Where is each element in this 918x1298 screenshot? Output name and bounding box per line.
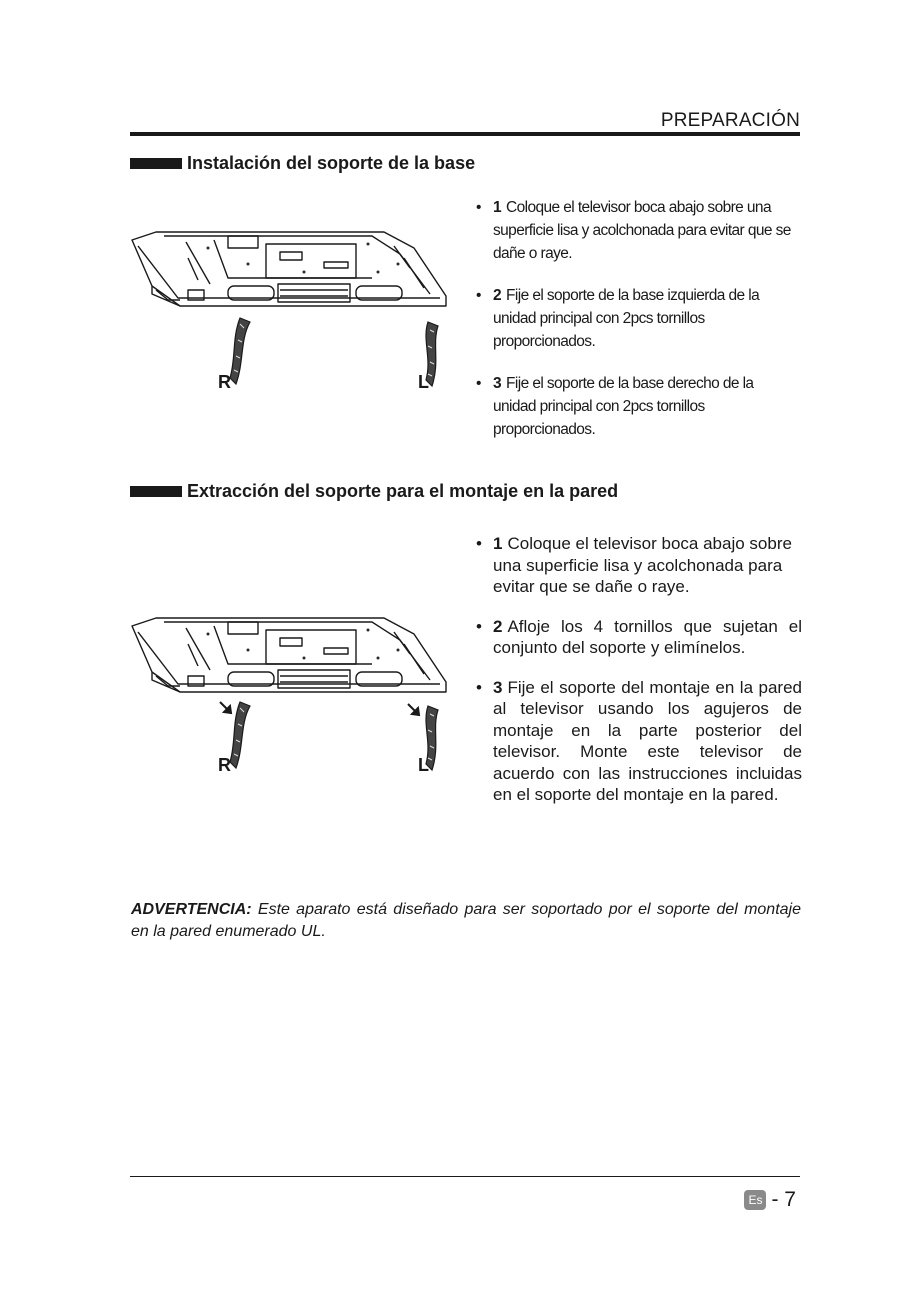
section-heading-wall-mount-removal bbox=[130, 481, 618, 502]
step-number: 3 bbox=[493, 375, 502, 392]
step-text: Afloje los 4 tornillos que sujetan el conjunto del soporte y elimínelos. bbox=[493, 616, 802, 657]
label-right-stand: R bbox=[218, 372, 231, 392]
list-item: • 2 Fije el soporte de la base izquierda de la unidad principal con 2pcs tornillos proporcionados. bbox=[476, 287, 760, 350]
label-left-stand: L bbox=[418, 372, 429, 392]
page-number bbox=[744, 1188, 796, 1212]
header-rule bbox=[130, 132, 800, 136]
step-text: Coloque el televisor boca abajo sobre una superficie lisa y acolchonada para evitar que se dañe o raye. bbox=[493, 199, 791, 262]
step-number: 2 bbox=[493, 287, 502, 304]
step-number: 1 bbox=[493, 534, 503, 553]
warning-label: ADVERTENCIA: bbox=[131, 901, 252, 918]
list-item: • 3 Fije el soporte del montaje en la pared al televisor usando los agujeros de montaje en la parte posterior del televisor. Monte este televisor de acuerdo con las instrucciones incluidas en el soporte del montaje en la pared. bbox=[476, 677, 802, 804]
step-number: 3 bbox=[493, 677, 503, 697]
label-left-stand: L bbox=[418, 755, 429, 775]
step-text: Fije el soporte de la base izquierda de la unidad principal con 2pcs tornillos proporcionados. bbox=[493, 287, 760, 350]
step-number: 1 bbox=[493, 199, 502, 216]
list-item: • 3 Fije el soporte de la base derecho de la unidad principal con 2pcs tornillos proporcionados. bbox=[476, 375, 754, 438]
tv-stand-installation-illustration bbox=[128, 228, 448, 398]
arrow-icon bbox=[220, 702, 231, 713]
page-header-title: PREPARACIÓN bbox=[660, 110, 800, 131]
section-heading-base-installation bbox=[130, 153, 475, 174]
step-text: Fije el soporte de la base derecho de la unidad principal con 2pcs tornillos proporcionados. bbox=[493, 375, 754, 438]
language-badge: Es bbox=[744, 1190, 766, 1210]
warning-note bbox=[131, 899, 801, 943]
list-item: • 2 Afloje los 4 tornillos que sujetan el conjunto del soporte y elimínelos. bbox=[476, 616, 802, 657]
arrow-icon bbox=[408, 704, 419, 715]
page-number-text: - 7 bbox=[771, 1188, 796, 1211]
heading-bar bbox=[130, 486, 182, 497]
section-heading-text: Instalación del soporte de la base bbox=[187, 153, 476, 173]
footer-rule bbox=[130, 1176, 800, 1177]
step-text: Fije el soporte del montaje en la pared al televisor usando los agujeros de montaje en la parte posterior del televisor. Monte este televisor de acuerdo con las instrucciones incluidas en el soporte del montaje en la pared. bbox=[493, 677, 802, 804]
step-text: Coloque el televisor boca abajo sobre una superficie lisa y acolchonada para evitar que se dañe o raye. bbox=[493, 534, 792, 596]
step-number: 2 bbox=[493, 616, 503, 636]
warning-text: Este aparato está diseñado para ser soportado por el soporte del montaje en la pared enumerado UL. bbox=[131, 901, 801, 940]
heading-bar bbox=[130, 158, 182, 169]
installation-steps-list bbox=[476, 196, 796, 460]
label-right-stand: R bbox=[218, 755, 231, 775]
list-item: • 1 Coloque el televisor boca abajo sobre una superficie lisa y acolchonada para evitar que se dañe o raye. bbox=[476, 534, 792, 596]
list-item: • 1 Coloque el televisor boca abajo sobre una superficie lisa y acolchonada para evitar que se dañe o raye. bbox=[476, 199, 791, 262]
section-heading-text: Extracción del soporte para el montaje en la pared bbox=[187, 481, 619, 501]
tv-stand-removal-illustration bbox=[128, 614, 448, 784]
removal-steps-list bbox=[476, 533, 802, 824]
